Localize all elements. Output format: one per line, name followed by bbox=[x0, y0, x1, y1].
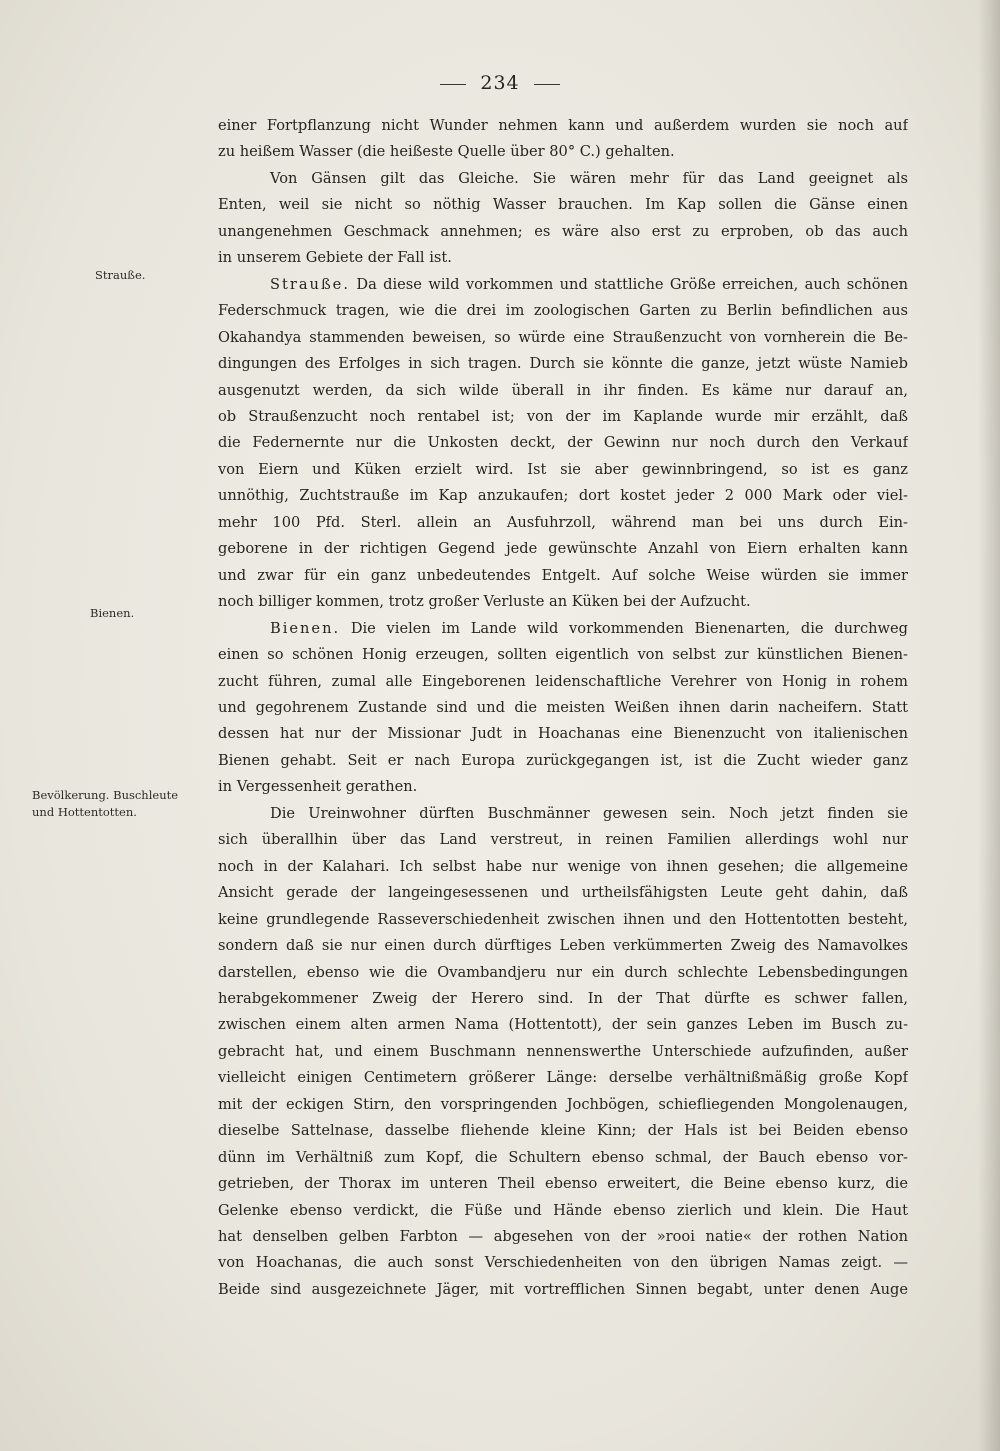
text-line: dieselbe Sattelnase, dasselbe fliehende kleine Kinn; der Hals ist bei Beiden ebenso bbox=[218, 1122, 908, 1140]
header-dash-right bbox=[534, 84, 560, 85]
text-line: einer Fortpflanzung nicht Wunder nehmen kann und außerdem wurden sie noch auf bbox=[218, 117, 908, 134]
paragraph-geese-intro bbox=[218, 113, 908, 166]
text-line: darstellen, ebenso wie die Ovambandjeru nur ein durch schlechte Lebensbedingungen bbox=[218, 963, 908, 981]
margin-note-bevoelkerung-line1: Bevölkerung. Buschleute bbox=[32, 788, 179, 802]
text-line: in Vergessenheit gerathen. bbox=[218, 778, 418, 796]
text-line: zucht führen, zumal alle Eingeborenen leidenschaftliche Verehrer von Honig in rohem bbox=[218, 672, 908, 690]
paragraph-population bbox=[218, 801, 908, 1304]
text-line: die Federnernte nur die Unkosten deckt, der Gewinn nur noch durch den Verkauf bbox=[218, 434, 908, 452]
text-line: Gelenke ebenso verdickt, die Füße und Hände ebenso zierlich und klein. Die Haut bbox=[218, 1201, 908, 1219]
section-lead-strausse: Strauße. bbox=[270, 275, 350, 293]
text-line: Okahandya stammenden beweisen, so würde eine Straußenzucht von vornherein die Be- bbox=[218, 328, 908, 346]
text-line: einen so schönen Honig erzeugen, sollten eigentlich von selbst zur künstlichen Bienen- bbox=[218, 646, 908, 664]
text-line: Federschmuck tragen, wie die drei im zoologischen Garten zu Berlin befindlichen aus bbox=[218, 302, 908, 320]
text-line: mit der eckigen Stirn, den vorspringenden Jochbögen, schiefliegenden Mongolenaugen, bbox=[218, 1095, 908, 1113]
text-line-lead bbox=[218, 272, 908, 298]
text-line: getrieben, der Thorax im unteren Theil ebenso erweitert, die Beine ebenso kurz, die bbox=[218, 1175, 908, 1193]
text-line-rest: Die vielen im Lande wild vorkommenden Bienenarten, die durchweg bbox=[340, 619, 908, 637]
text-line-rest: Da diese wild vorkommen und stattliche Größe erreichen, auch schönen bbox=[349, 275, 908, 293]
text-line: Bienen gehabt. Seit er nach Europa zurückgegangen ist, ist die Zucht wieder ganz bbox=[218, 751, 908, 769]
paragraph-ostriches bbox=[218, 272, 908, 616]
text-line: von Hoachanas, die auch sonst Verschiedenheiten von den übrigen Namas zeigt. — bbox=[218, 1254, 908, 1272]
margin-note-strausse: Strauße. bbox=[95, 268, 146, 282]
margin-note-bienen: Bienen. bbox=[90, 606, 135, 620]
text-line: ausgenutzt werden, da sich wilde überall in ihr finden. Es käme nur darauf an, bbox=[218, 381, 908, 399]
text-line: hat denselben gelben Farbton — abgesehen von der »rooi natie« der rothen Nation bbox=[218, 1228, 908, 1246]
text-line: dünn im Verhältniß zum Kopf, die Schultern ebenso schmal, der Bauch ebenso vor- bbox=[218, 1148, 908, 1166]
margin-note-bevoelkerung-line2: und Hottentotten. bbox=[32, 805, 137, 819]
text-line: geborene in der richtigen Gegend jede gewünschte Anzahl von Eiern erhalten kann bbox=[218, 540, 908, 558]
text-line: keine grundlegende Rasseverschiedenheit zwischen ihnen und den Hottentotten besteht, bbox=[218, 910, 908, 928]
text-line: sich überallhin über das Land verstreut, in reinen Familien allerdings wohl nur bbox=[218, 831, 908, 849]
text-line: dingungen des Erfolges in sich tragen. Durch sie könnte die ganze, jetzt wüste Namieb bbox=[218, 355, 908, 373]
text-line: gebracht hat, und einem Buschmann nennenswerthe Unterschiede aufzufinden, außer bbox=[218, 1042, 908, 1060]
text-line: Von Gänsen gilt das Gleiche. Sie wären mehr für das Land geeignet als bbox=[270, 169, 908, 187]
paragraph-geese bbox=[218, 166, 908, 272]
text-line: dessen hat nur der Missionar Judt in Hoachanas eine Bienenzucht von italienischen bbox=[218, 725, 908, 743]
text-line: zwischen einem alten armen Nama (Hottentott), der sein ganzes Leben im Busch zu- bbox=[218, 1016, 908, 1034]
body-text bbox=[218, 113, 908, 1303]
text-line: unnöthig, Zuchtstrauße im Kap anzukaufen; dort kostet jeder 2 000 Mark oder viel- bbox=[218, 487, 908, 505]
text-line: zu heißem Wasser (die heißeste Quelle über 80° C.) gehalten. bbox=[218, 143, 675, 161]
text-line: Die Ureinwohner dürften Buschmänner gewesen sein. Noch jetzt finden sie bbox=[270, 804, 908, 822]
text-line: sondern daß sie nur einen durch dürftiges Leben verkümmerten Zweig des Namavolkes bbox=[218, 937, 908, 955]
margin-note-bevoelkerung bbox=[32, 787, 202, 821]
text-line-lead bbox=[218, 616, 908, 642]
header-dash-left bbox=[440, 84, 466, 85]
text-line: und zwar für ein ganz unbedeutendes Entgelt. Auf solche Weise würden sie immer bbox=[218, 566, 908, 584]
text-line: in unserem Gebiete der Fall ist. bbox=[218, 249, 452, 267]
text-line: Beide sind ausgezeichnete Jäger, mit vortrefflichen Sinnen begabt, unter denen Auge bbox=[218, 1280, 908, 1298]
paragraph-bees bbox=[218, 616, 908, 801]
text-line: noch in der Kalahari. Ich selbst habe nur wenige von ihnen gesehen; die allgemeine bbox=[218, 857, 908, 875]
text-line: Enten, weil sie nicht so nöthig Wasser brauchen. Im Kap sollen die Gänse einen bbox=[218, 196, 908, 214]
text-line: und gegohrenem Zustande sind und die meisten Weißen ihnen darin nacheifern. Statt bbox=[218, 698, 908, 716]
text-line: von Eiern und Küken erzielt wird. Ist sie aber gewinnbringend, so ist es ganz bbox=[218, 460, 908, 478]
page-number: 234 bbox=[480, 72, 520, 94]
text-line: unangenehmen Geschmack annehmen; es wäre also erst zu erproben, ob das auch bbox=[218, 222, 908, 240]
text-line: noch billiger kommen, trotz großer Verluste an Küken bei der Aufzucht. bbox=[218, 593, 751, 611]
text-line: herabgekommener Zweig der Herero sind. In der That dürfte es schwer fallen, bbox=[218, 989, 908, 1007]
text-line: Ansicht gerade der langeingesessenen und urtheilsfähigsten Leute geht dahin, daß bbox=[218, 884, 908, 902]
text-line: ob Straußenzucht noch rentabel ist; von der im Kaplande wurde mir erzählt, daß bbox=[218, 407, 908, 425]
page-number-header bbox=[0, 72, 1000, 94]
text-line: mehr 100 Pfd. Sterl. allein an Ausfuhrzoll, während man bei uns durch Ein- bbox=[218, 513, 908, 531]
text-line: vielleicht einigen Centimetern größerer Länge: derselbe verhältnißmäßig große Kopf bbox=[218, 1069, 908, 1087]
page-edge-shadow bbox=[978, 0, 1000, 1451]
section-lead-bienen: Bienen. bbox=[270, 619, 341, 637]
